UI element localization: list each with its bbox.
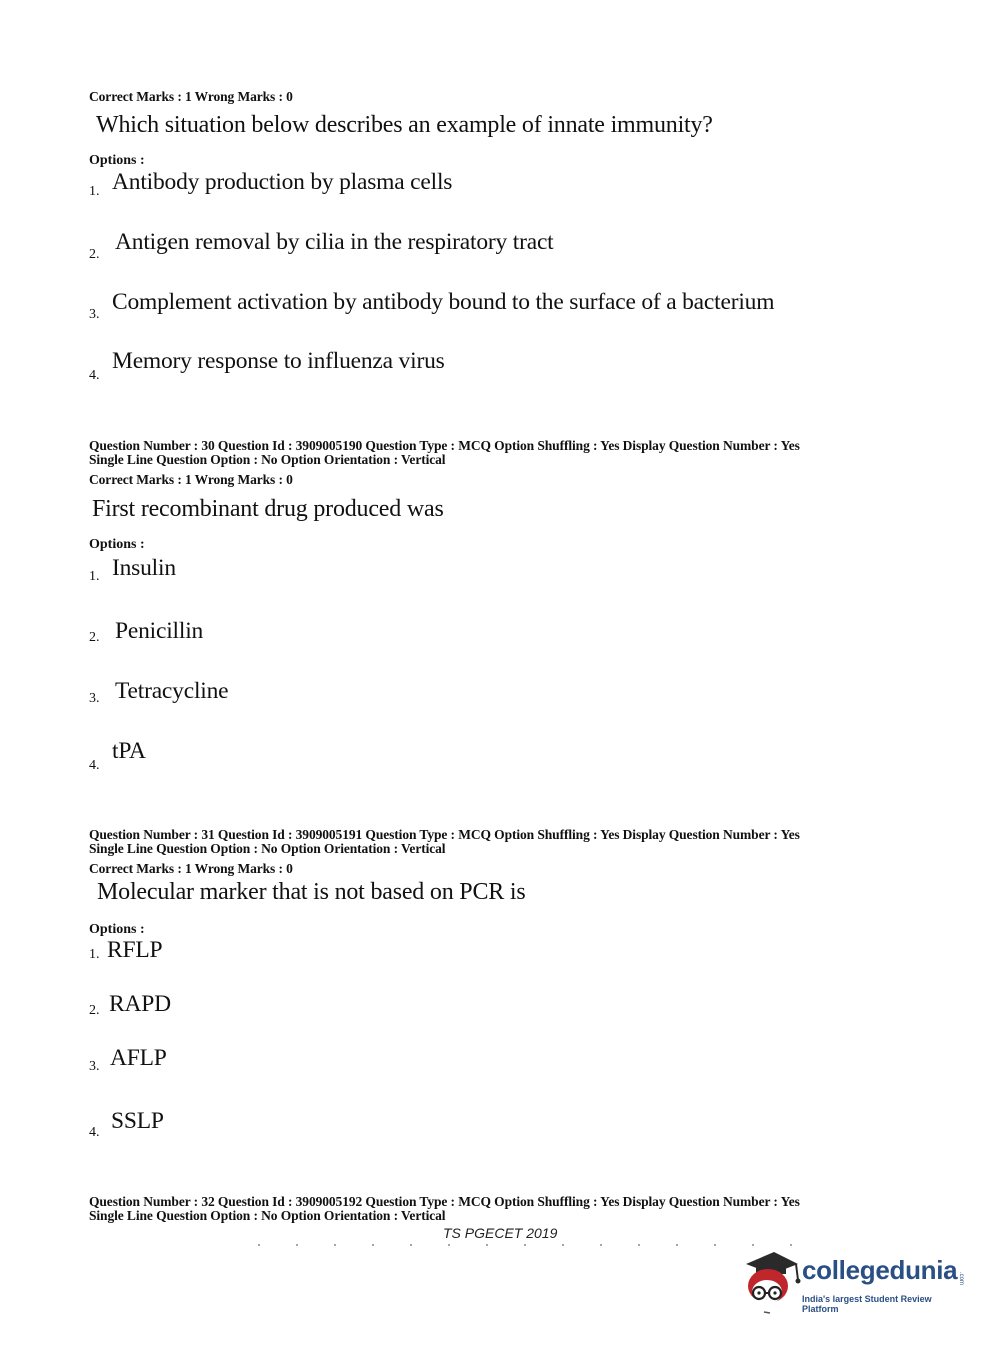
q31-option-2-number: 2. xyxy=(89,1003,100,1018)
q30-header-line-2: Single Line Question Option : No Option Orientation : Vertical xyxy=(89,452,446,467)
q31-header-line-1: Question Number : 31 Question Id : 3909005191 Question Type : MCQ Option Shuffling : Yes Display Question Number : Yes xyxy=(89,827,800,842)
q32-header-line-2: Single Line Question Option : No Option Orientation : Vertical xyxy=(89,1208,446,1223)
q30-option-3: Tetracycline xyxy=(115,678,229,704)
q30-marks: Correct Marks : 1 Wrong Marks : 0 xyxy=(89,472,293,487)
q31-question: Molecular marker that is not based on PCR is xyxy=(97,879,526,905)
q31-option-4-number: 4. xyxy=(89,1125,100,1140)
cut-line-dots xyxy=(240,1244,800,1246)
footer-exam-name: TS PGECET 2019 xyxy=(443,1225,558,1241)
q29-option-1-number: 1. xyxy=(89,184,100,199)
q29-question: Which situation below describes an example of innate immunity? xyxy=(96,112,713,138)
q30-header-line-1: Question Number : 30 Question Id : 3909005190 Question Type : MCQ Option Shuffling : Yes Display Question Number : Yes xyxy=(89,438,800,453)
q31-option-3: AFLP xyxy=(110,1045,167,1071)
q31-option-1-number: 1. xyxy=(89,947,100,962)
q30-option-2-number: 2. xyxy=(89,630,100,645)
q30-option-1-number: 1. xyxy=(89,569,100,584)
q29-options-label: Options : xyxy=(89,153,145,168)
q30-option-4: tPA xyxy=(112,738,146,764)
brand-suffix: .com xyxy=(958,1272,964,1286)
q30-question: First recombinant drug produced was xyxy=(92,496,444,522)
q32-header-line-1: Question Number : 32 Question Id : 3909005192 Question Type : MCQ Option Shuffling : Yes Display Question Number : Yes xyxy=(89,1194,800,1209)
q29-option-1: Antibody production by plasma cells xyxy=(112,169,453,195)
q29-option-2-number: 2. xyxy=(89,247,100,262)
q30-option-2: Penicillin xyxy=(115,618,204,644)
brand-name: collegedunia xyxy=(802,1255,958,1285)
q31-option-4: SSLP xyxy=(111,1108,164,1134)
q29-option-2: Antigen removal by cilia in the respiratory tract xyxy=(115,229,554,255)
q29-option-4-number: 4. xyxy=(89,368,100,383)
mascot-icon xyxy=(740,1246,802,1316)
q29-option-3-number: 3. xyxy=(89,307,100,322)
q31-options-label: Options : xyxy=(89,922,145,937)
q29-marks: Correct Marks : 1 Wrong Marks : 0 xyxy=(89,89,293,104)
q29-option-3: Complement activation by antibody bound to the surface of a bacterium xyxy=(112,289,775,315)
q30-options-label: Options : xyxy=(89,537,145,552)
q30-option-1: Insulin xyxy=(112,555,176,581)
q31-option-2: RAPD xyxy=(109,991,171,1017)
q31-option-1: RFLP xyxy=(107,937,163,963)
q31-option-3-number: 3. xyxy=(89,1059,100,1074)
q29-option-4: Memory response to influenza virus xyxy=(112,348,445,374)
q31-header-line-2: Single Line Question Option : No Option Orientation : Vertical xyxy=(89,841,446,856)
q30-option-3-number: 3. xyxy=(89,691,100,706)
collegedunia-logo xyxy=(740,1246,970,1316)
q30-option-4-number: 4. xyxy=(89,758,100,773)
q31-marks: Correct Marks : 1 Wrong Marks : 0 xyxy=(89,861,293,876)
brand-tagline: India's largest Student Review Platform xyxy=(802,1294,932,1314)
